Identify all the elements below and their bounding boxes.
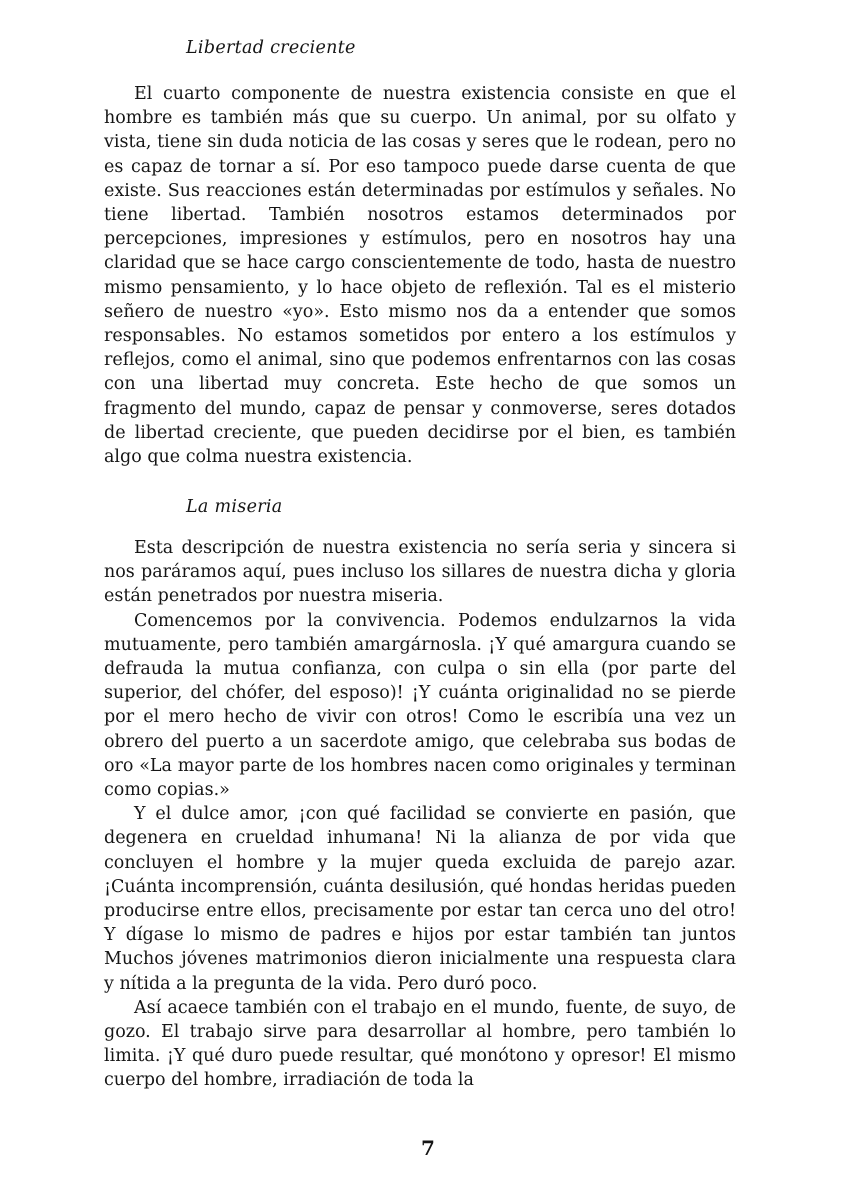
paragraph: Y el dulce amor, ¡con qué facilidad se convierte en pasión, que degenera en crueldad inhumana! Ni la alianza de por vida que concluyen el hombre y la mujer queda excluida de parejo azar. ¡Cuánta incomprensión, cuánta desilusión, qué hondas heridas pueden producirse entre ellos, precisamente por estar tan cerca uno del otro! Y dígase lo mismo de padres e hijos por estar también tan juntos Muchos jóvenes matrimonios dieron inicialmente una respuesta clara y nítida a la pregunta de la vida. Pero duró poco.: [104, 804, 736, 994]
paragraph: Esta descripción de nuestra existencia no sería seria y sincera si nos paráramos aquí, pues incluso los sillares de nuestra dicha y gloria están penetrados por nuestra miseria.: [104, 538, 736, 607]
page-number: 7: [421, 1136, 435, 1160]
section-heading-miseria: La miseria: [186, 497, 283, 517]
section-body-libertad: [104, 82, 736, 469]
paragraph: Comencemos por la convivencia. Podemos endulzarnos la vida mutuamente, pero también amargárnosla. ¡Y qué amargura cuando se defrauda la mutua confianza, con culpa o sin ella (por parte del superior, del chófer, del esposo)! ¡Y cuánta originalidad no se pierde por el mero hecho de vivir con otros! Como le escribía una vez un obrero del puerto a un sacerdote amigo, que celebraba sus bodas de oro «La mayor parte de los hombres nacen como originales y terminan como copias.»: [104, 610, 736, 801]
paragraph: El cuarto componente de nuestra existencia consiste en que el hombre es también más que su cuerpo. Un animal, por su olfato y vista, tiene sin duda noticia de las cosas y seres que le rodean, pero no es capaz de tornar a sí. Por eso tampoco puede darse cuenta de que existe. Sus reacciones están determinadas por estímulos y señales. No tiene libertad. También nosotros estamos determinados por percepciones, impresiones y estímulos, pero en nosotros hay una claridad que se hace cargo conscientemente de todo, hasta de nuestro mismo pensamiento, y lo hace objeto de reflexión. Tal es el misterio señero de nuestro «yo». Esto mismo nos da a entender que somos responsables. No estamos sometidos por entero a los estímulos y reflejos, como el animal, sino que podemos enfrentarnos con las cosas con una libertad muy concreta. Este hecho de que somos un fragmento del mundo, capaz de pensar y conmoverse, seres dotados de libertad creciente, que pueden decidirse por el bien, es también algo que colma nuestra existencia.: [104, 84, 736, 468]
section-heading-libertad: Libertad creciente: [186, 38, 356, 58]
paragraph: Así acaece también con el trabajo en el mundo, fuente, de suyo, de gozo. El trabajo sirve para desarrollar al hombre, pero también lo limita. ¡Y qué duro puede resultar, qué monótono y opresor! El mismo cuerpo del hombre, irradiación de toda la: [104, 997, 736, 1091]
section-body-miseria: [104, 536, 736, 1093]
